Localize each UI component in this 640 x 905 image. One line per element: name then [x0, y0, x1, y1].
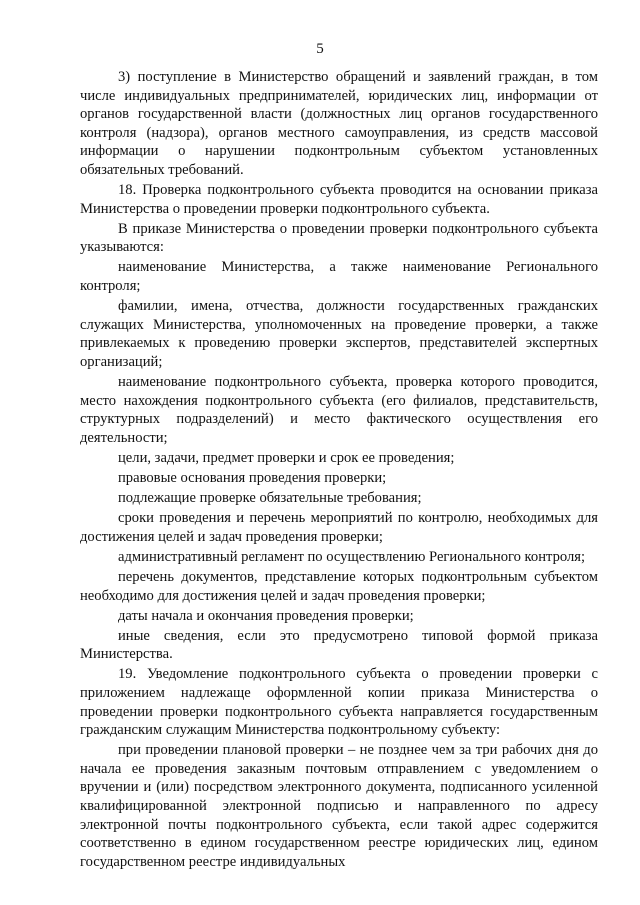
paragraph-list-item: сроки проведения и перечень мероприятий по контролю, необходимых для достижения целей и задач проведения проверки;: [80, 510, 598, 545]
paragraph-list-item: наименование подконтрольного субъекта, проверка которого проводится, место нахождения подконтрольного субъекта (его филиалов, представительств, структурных подразделений) и место фактического осуществления его деятельности;: [80, 374, 598, 446]
paragraph-list-item: наименование Министерства, а также наименование Регионального контроля;: [80, 259, 598, 295]
paragraph-list-item: даты начала и окончания проведения проверки;: [118, 607, 414, 624]
paragraph-list-item: административный регламент по осуществлению Регионального контроля;: [118, 548, 586, 565]
paragraph-item-3: 3) поступление в Министерство обращений и заявлений граждан, в том числе индивидуальных предпринимателей, юридических лиц, информации от органов государственной власти (должностных лиц органов государственного контроля (надзора), органов местного самоуправления, из средств массовой информации о нарушении подконтрольным субъектом установленных обязательных требований.: [80, 69, 598, 178]
page-number: 5: [316, 41, 324, 57]
paragraph-section-19: 19. Уведомление подконтрольного субъекта о проведении проверки с приложением надлежаще оформленной копии приказа Министерства о проведении проверки подконтрольного субъекта направляется государственным гражданским служащим Министерства подконтрольному субъекту:: [80, 666, 598, 739]
document-body: [80, 68, 598, 873]
paragraph-list-item: цели, задачи, предмет проверки и срок ее проведения;: [118, 449, 455, 466]
paragraph-list-item: фамилии, имена, отчества, должности государственных гражданских служащих Министерства, уполномоченных на проведение проверки, а также привлекаемых к проведению проверки экспертов, представителей экспертных организаций;: [80, 298, 598, 370]
paragraph-planned-inspection: при проведении плановой проверки – не позднее чем за три рабочих дня до начала ее проведения заказным почтовым отправлением с уведомлением о вручении и (или) посредством электронного документа, подписанного усиленной квалифицированной электронной подписью и направленного по адресу электронной почты подконтрольного субъекта, если такой адрес содержится соответственно в едином государственном реестре юридических лиц, едином государственном реестре индивидуальных: [80, 742, 598, 870]
paragraph-list-item: перечень документов, представление которых подконтрольным субъектом необходимо для достижения целей и задач проведения проверки;: [80, 568, 598, 604]
paragraph-list-item: подлежащие проверке обязательные требования;: [118, 490, 422, 507]
paragraph-section-18: 18. Проверка подконтрольного субъекта проводится на основании приказа Министерства о проведении проверки подконтрольного субъекта.: [80, 182, 598, 217]
paragraph-list-item: иные сведения, если это предусмотрено типовой формой приказа Министерства.: [80, 627, 598, 663]
paragraph-list-item: правовые основания проведения проверки;: [118, 469, 387, 486]
paragraph-order-contents-intro: В приказе Министерства о проведении проверки подконтрольного субъекта указываются:: [80, 220, 598, 256]
